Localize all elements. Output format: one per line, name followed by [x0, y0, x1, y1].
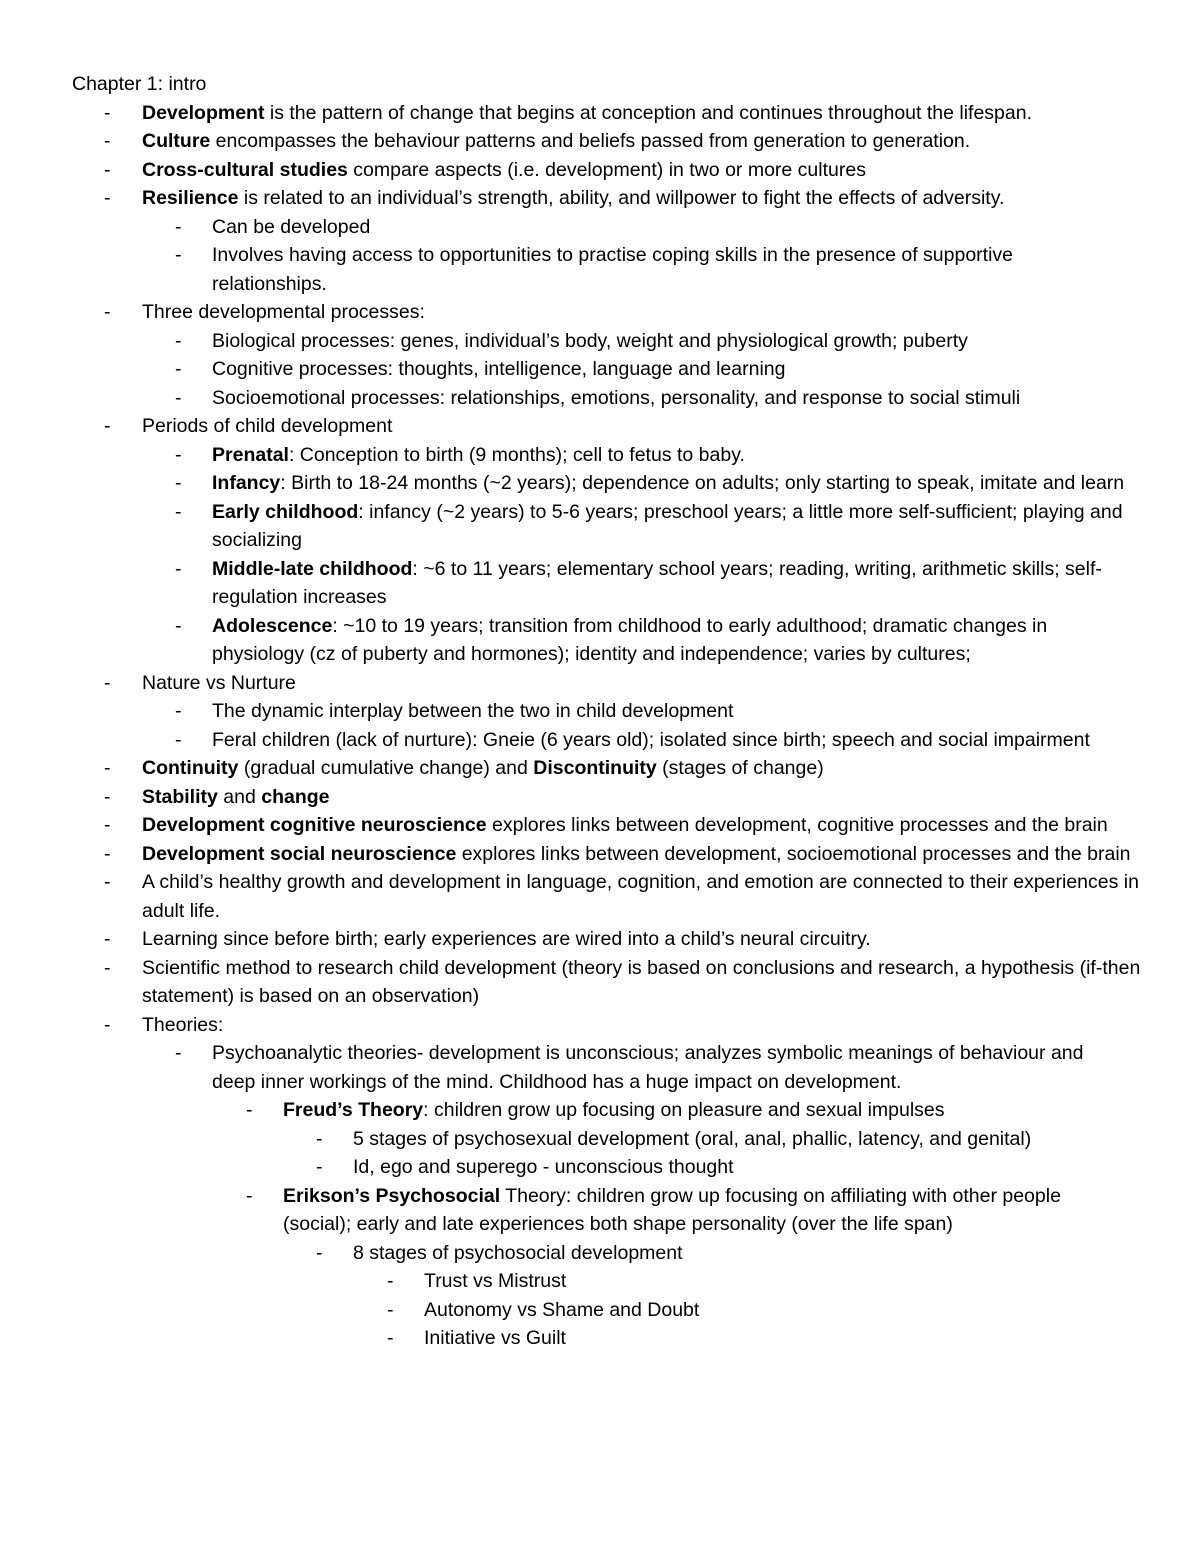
- bullet-dash: -: [104, 671, 111, 694]
- list-item-text: [212, 501, 1123, 552]
- bullet-dash: -: [175, 1042, 182, 1064]
- bold-term: Culture: [142, 130, 211, 152]
- bold-term: Development social neuroscience: [142, 842, 457, 865]
- list-item: [0, 1296, 1134, 1325]
- list-item: [0, 156, 1142, 185]
- list-item: [0, 1267, 1134, 1296]
- text-run: Periods of child development: [142, 415, 393, 437]
- text-run: is the pattern of change that begins at conception and continues throughout the lifespan.: [264, 101, 1032, 124]
- text-run: Cognitive processes: thoughts, intelligence, language and learning: [212, 358, 786, 380]
- list-item-text: [212, 558, 1102, 609]
- list-item: [0, 811, 1142, 840]
- bullet-dash: -: [104, 928, 111, 950]
- bullet-dash: -: [104, 871, 111, 893]
- list-item-text: [212, 244, 1013, 295]
- page-title: Chapter 1: intro: [72, 73, 207, 95]
- list-item: [0, 1182, 1133, 1239]
- list-item-text: [424, 1327, 566, 1349]
- list-item: [0, 612, 1132, 669]
- text-run: Id, ego and superego - unconscious thought: [353, 1156, 734, 1178]
- list-item-text: [142, 757, 824, 779]
- text-run: : Conception to birth (9 months); cell to fetus to baby.: [288, 443, 745, 466]
- bullet-dash: -: [104, 1013, 111, 1036]
- text-run: Learning since before birth; early experiences are wired into a child’s neural circuitry.: [142, 928, 871, 950]
- list-item-text: [142, 814, 1108, 836]
- list-item-text: [283, 1185, 1061, 1236]
- list-item-text: [212, 444, 745, 466]
- list-item-text: [212, 729, 1090, 751]
- list-item: [0, 555, 1132, 612]
- bullet-dash: -: [175, 500, 182, 523]
- text-run: Theory: children grow up focusing on affiliating with other people (social); early and late experiences both shape personality (over the life span): [283, 1184, 1061, 1235]
- bold-term: Stability: [142, 785, 218, 808]
- list-item: [0, 1096, 1133, 1125]
- bold-term: Infancy: [212, 472, 281, 494]
- list-item-text: [142, 187, 1004, 209]
- list-item: [0, 669, 1142, 698]
- list-item: [0, 783, 1142, 812]
- list-item-text: [424, 1270, 566, 1292]
- text-run: Theories:: [142, 1013, 224, 1036]
- text-run: encompasses the behaviour patterns and beliefs passed from generation to generation.: [210, 130, 971, 152]
- list-item: [0, 498, 1132, 555]
- text-run: : infancy (~2 years) to 5-6 years; preschool years; a little more self-sufficient; playing and socializing: [212, 500, 1123, 551]
- list-item-text: [212, 387, 1020, 409]
- text-run: Nature vs Nurture: [142, 671, 296, 694]
- bullet-dash: -: [175, 215, 182, 238]
- text-run: The dynamic interplay between the two in child development: [212, 700, 734, 722]
- text-run: A child’s healthy growth and development in language, cognition, and emotion are connected to their experiences in adult life.: [142, 871, 1139, 922]
- list-item-text: [142, 957, 1140, 1008]
- bullet-dash: -: [175, 244, 182, 266]
- notes-list: [0, 99, 1200, 1353]
- text-run: : Birth to 18-24 months (~2 years); dependence on adults; only starting to speak, imitate and learn: [280, 472, 1125, 494]
- bullet-dash: -: [104, 130, 111, 152]
- list-item: [0, 1039, 1132, 1096]
- bold-term: Discontinuity: [533, 757, 657, 779]
- text-run: Trust vs Mistrust: [424, 1270, 567, 1292]
- bullet-dash: -: [387, 1327, 394, 1349]
- list-item-text: [424, 1299, 699, 1321]
- bold-term: change: [261, 785, 330, 808]
- text-run: Psychoanalytic theories- development is unconscious; analyzes symbolic meanings of behaviour and deep inner workings of the mind. Childhood has a huge impact on development.: [212, 1042, 1084, 1093]
- list-item: [0, 412, 1142, 441]
- bold-term: Resilience: [142, 187, 239, 209]
- bold-term: Development cognitive neuroscience: [142, 814, 487, 836]
- text-run: : ~6 to 11 years; elementary school years; reading, writing, arithmetic skills; self-regulation increases: [212, 557, 1102, 608]
- list-item: [0, 241, 1132, 298]
- bullet-dash: -: [104, 158, 111, 181]
- text-run: compare aspects (i.e. development) in two or more cultures: [347, 158, 866, 181]
- bullet-dash: -: [175, 386, 182, 409]
- text-run: Autonomy vs Shame and Doubt: [424, 1298, 700, 1321]
- bold-term: Cross-cultural studies: [142, 158, 348, 181]
- bullet-dash: -: [316, 1156, 323, 1178]
- list-item: [0, 840, 1142, 869]
- bullet-dash: -: [104, 956, 111, 979]
- list-item-text: [142, 1014, 223, 1036]
- bullet-dash: -: [104, 101, 111, 124]
- bold-term: Early childhood: [212, 500, 359, 523]
- bold-term: Adolescence: [212, 614, 333, 637]
- text-run: Feral children (lack of nurture): Gneie (6 years old); isolated since birth; speech and social impairment: [212, 728, 1090, 751]
- text-run: Socioemotional processes: relationships, emotions, personality, and response to social stimuli: [212, 386, 1021, 409]
- bullet-dash: -: [246, 1099, 253, 1121]
- text-run: explores links between development, socioemotional processes and the brain: [456, 842, 1131, 865]
- list-item: [0, 697, 1132, 726]
- bullet-dash: -: [104, 757, 111, 779]
- list-item: [0, 1324, 1134, 1353]
- text-run: : children grow up focusing on pleasure and sexual impulses: [423, 1099, 945, 1121]
- list-item-text: [212, 1042, 1083, 1093]
- text-run: (gradual cumulative change) and: [238, 757, 534, 779]
- list-item: [0, 213, 1132, 242]
- list-item-text: [212, 472, 1124, 494]
- list-item-text: [212, 216, 370, 238]
- bold-term: Continuity: [142, 757, 239, 779]
- list-item-text: [212, 615, 1047, 666]
- list-item: [0, 925, 1142, 954]
- bullet-dash: -: [175, 329, 182, 352]
- bullet-dash: -: [316, 1241, 323, 1264]
- text-run: 8 stages of psychosocial development: [353, 1241, 683, 1264]
- bullet-dash: -: [175, 443, 182, 466]
- bullet-dash: -: [175, 614, 182, 637]
- bullet-dash: -: [104, 187, 111, 209]
- list-item-text: [142, 102, 1032, 124]
- text-run: Biological processes: genes, individual’s body, weight and physiological growth; puberty: [212, 329, 968, 352]
- text-run: Can be developed: [212, 215, 371, 238]
- bullet-dash: -: [104, 301, 111, 323]
- list-item: [0, 1239, 1133, 1268]
- list-item-text: [283, 1099, 945, 1121]
- list-item: [0, 384, 1132, 413]
- text-run: is related to an individual’s strength, ability, and willpower to fight the effects of adversity.: [238, 187, 1005, 209]
- text-run: Involves having access to opportunities to practise coping skills in the presence of supportive relationships.: [212, 244, 1014, 295]
- bullet-dash: -: [175, 358, 182, 380]
- list-item: [0, 127, 1142, 156]
- text-run: explores links between development, cognitive processes and the brain: [486, 814, 1108, 836]
- list-item: [0, 868, 1142, 925]
- bold-term: Freud’s Theory: [283, 1099, 424, 1121]
- list-item: [0, 298, 1142, 327]
- list-item-text: [212, 700, 733, 722]
- bullet-dash: -: [175, 728, 182, 751]
- text-run: 5 stages of psychosexual development (oral, anal, phallic, latency, and genital): [353, 1127, 1032, 1150]
- list-item-text: [212, 358, 785, 380]
- list-item: [0, 954, 1142, 1011]
- list-item: [0, 754, 1142, 783]
- bold-term: Erikson’s Psychosocial: [283, 1184, 501, 1207]
- list-item: [0, 99, 1142, 128]
- bullet-dash: -: [316, 1127, 323, 1150]
- list-item: [0, 1153, 1133, 1182]
- bullet-dash: -: [104, 814, 111, 836]
- list-item-text: [142, 301, 425, 323]
- bullet-dash: -: [387, 1298, 394, 1321]
- text-run: Initiative vs Guilt: [424, 1327, 566, 1349]
- list-item: [0, 184, 1142, 213]
- text-run: Scientific method to research child development (theory is based on conclusions and research, a hypothesis (if-then statement) is based on an observation): [142, 956, 1141, 1007]
- list-item-text: [353, 1128, 1031, 1150]
- list-item: [0, 355, 1132, 384]
- list-item: [0, 469, 1132, 498]
- text-run: : ~10 to 19 years; transition from childhood to early adulthood; dramatic changes in physiology (cz of puberty and hormones); identity and independence; varies by cultures;: [212, 614, 1048, 665]
- list-item-text: [142, 415, 392, 437]
- bullet-dash: -: [175, 472, 182, 494]
- bullet-dash: -: [387, 1270, 394, 1292]
- bullet-dash: -: [175, 700, 182, 722]
- list-item-text: [142, 843, 1131, 865]
- list-item-text: [142, 871, 1139, 922]
- bullet-dash: -: [246, 1184, 253, 1207]
- list-item-text: [142, 159, 866, 181]
- list-item: [0, 441, 1132, 470]
- list-item: [0, 1011, 1142, 1040]
- list-item-text: [212, 330, 968, 352]
- list-item-text: [142, 786, 330, 808]
- list-item-text: [353, 1242, 683, 1264]
- bold-term: Development: [142, 101, 265, 124]
- bullet-dash: -: [104, 785, 111, 808]
- bullet-dash: -: [104, 415, 111, 437]
- bullet-dash: -: [175, 557, 182, 580]
- bullet-dash: -: [104, 842, 111, 865]
- text-run: and: [217, 785, 262, 808]
- text-run: Three developmental processes:: [142, 301, 425, 323]
- list-item: [0, 1125, 1133, 1154]
- list-item-text: [142, 672, 296, 694]
- bold-term: Prenatal: [212, 443, 289, 466]
- list-item: [0, 726, 1132, 755]
- list-item-text: [142, 130, 970, 152]
- bold-term: Middle-late childhood: [212, 557, 413, 580]
- list-item-text: [353, 1156, 734, 1178]
- text-run: (stages of change): [656, 757, 824, 779]
- list-item: [0, 327, 1132, 356]
- list-item-text: [142, 928, 871, 950]
